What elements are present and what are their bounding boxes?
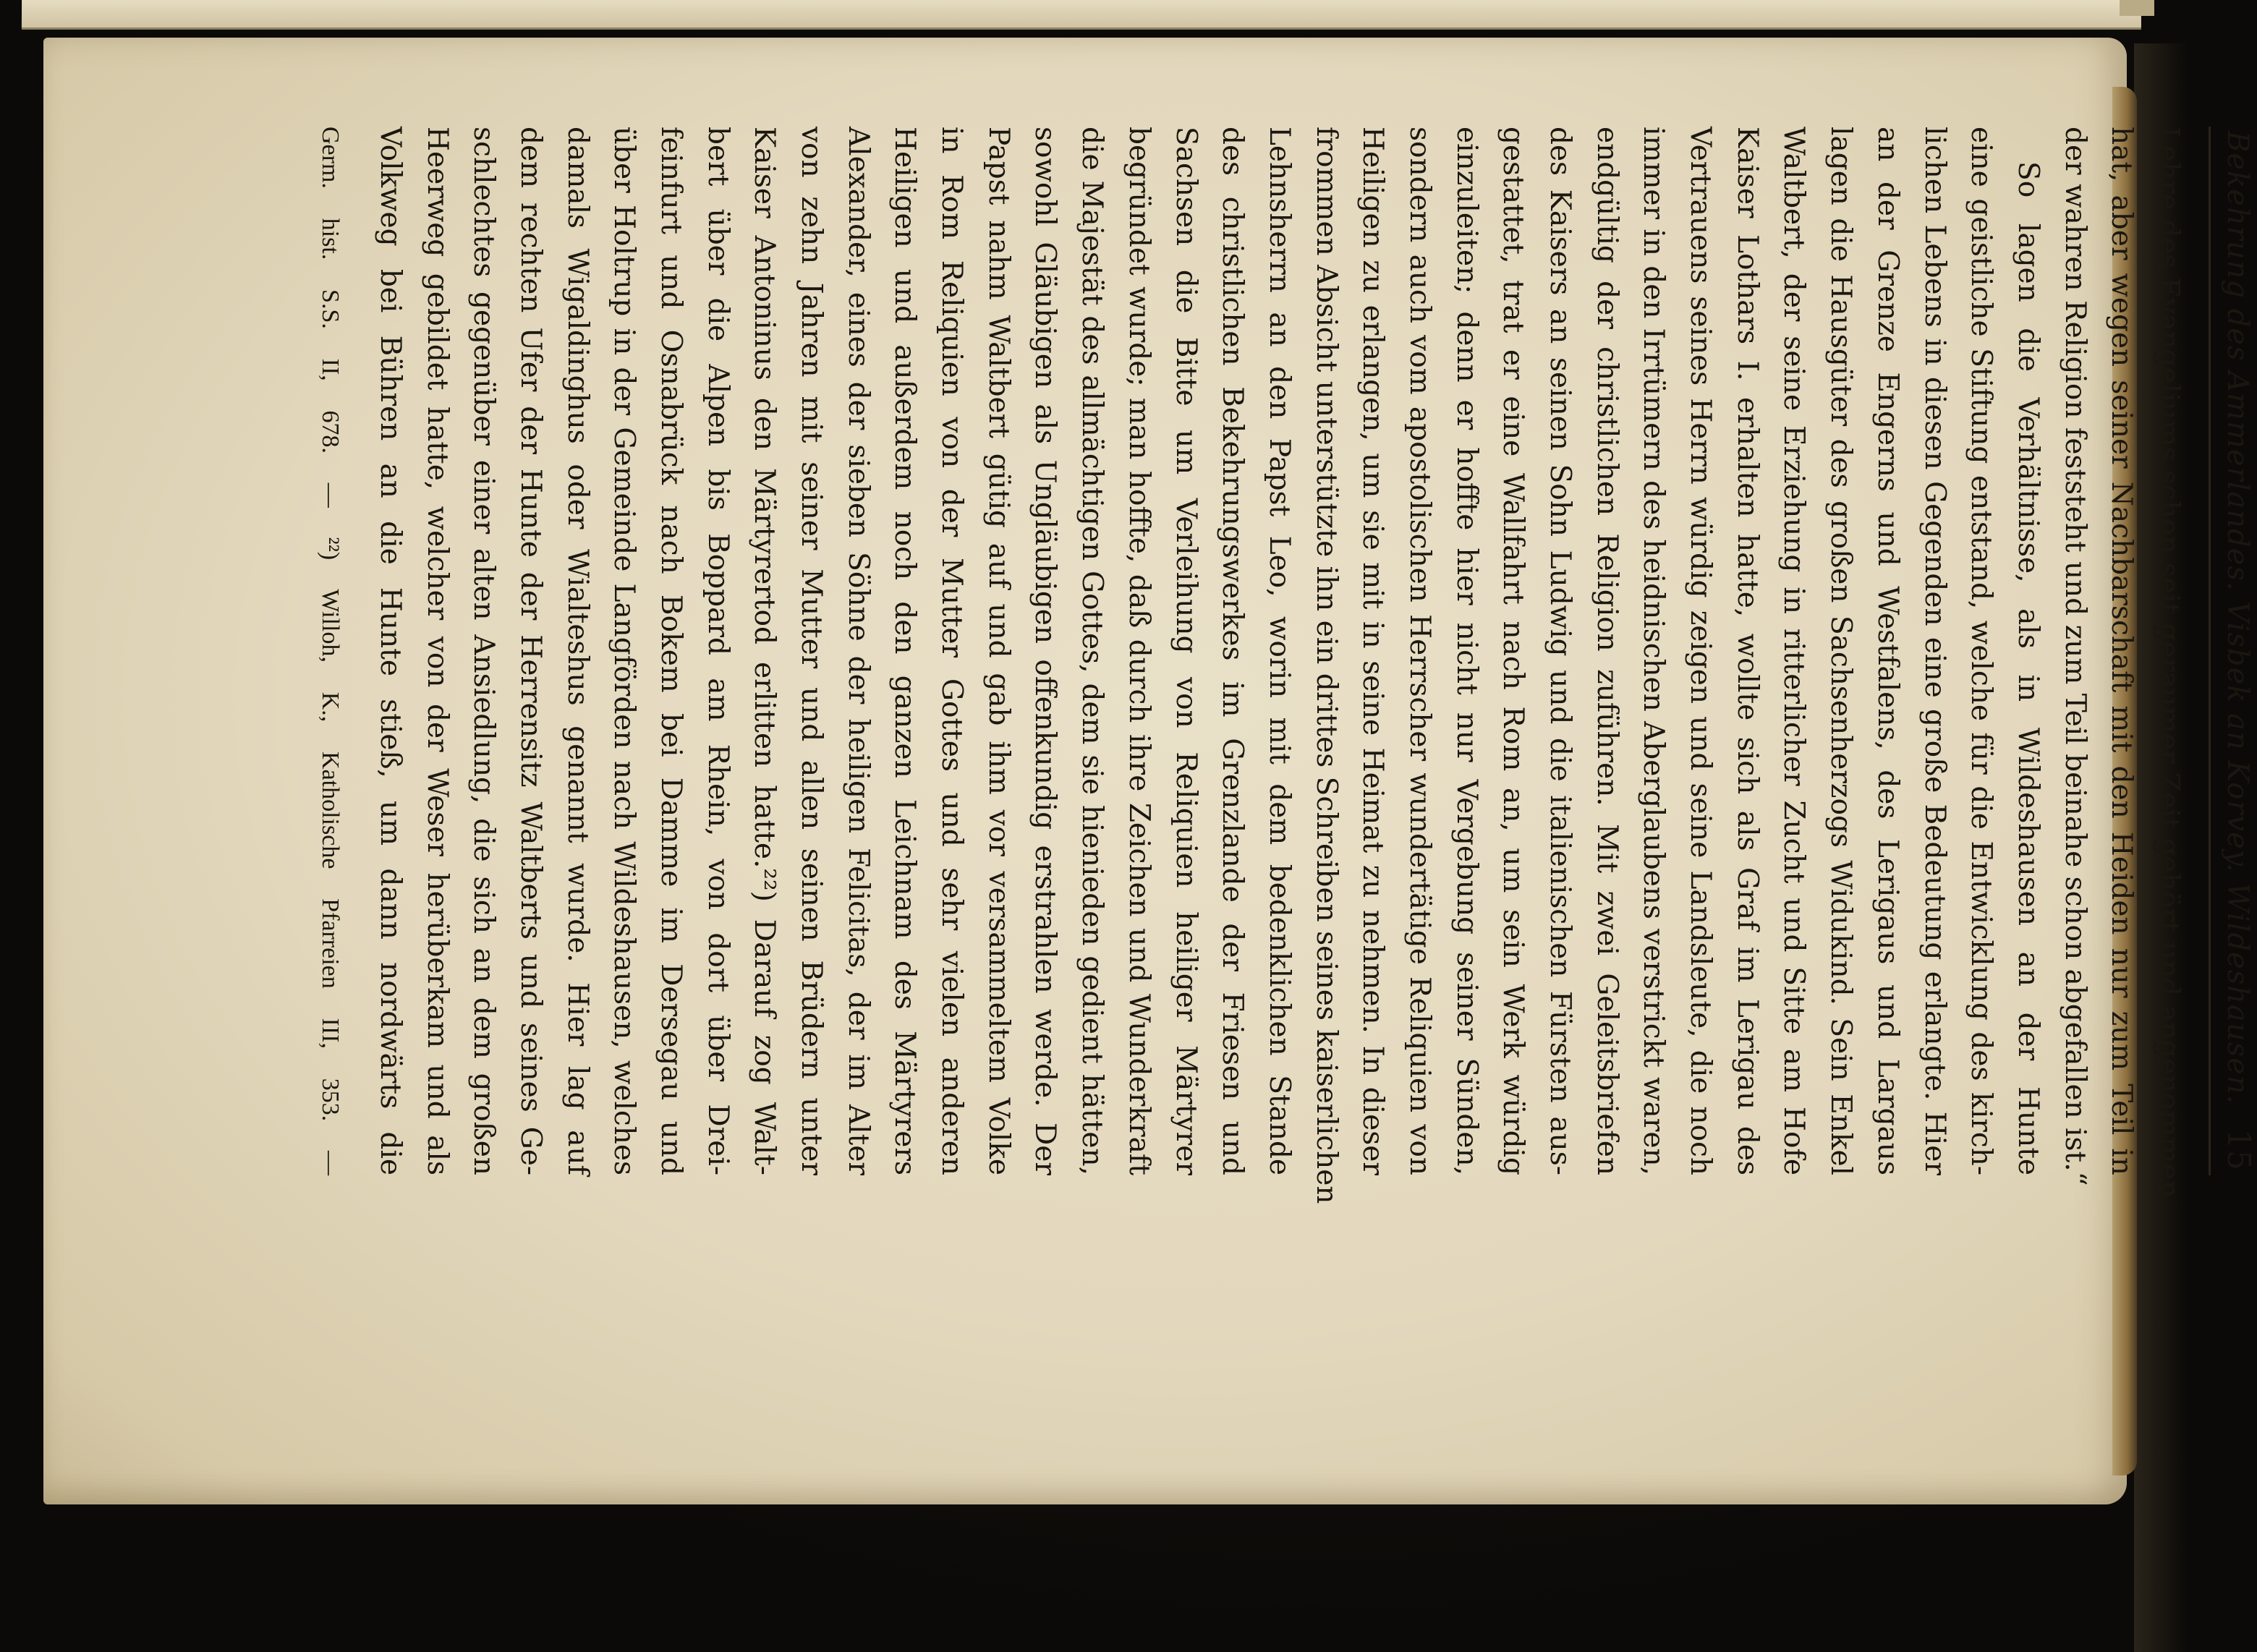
text-line: begründet wurde; man hoffte, daß durch ihre Zeichen und Wunderkraft [1122, 127, 1155, 1175]
text-line: dem rechten Ufer der Hunte der Herrensitz Waltberts und seines Ge- [514, 127, 547, 1175]
footnote-separator [352, 127, 366, 1175]
text-line: Heerweg gebildet hatte, welcher von der Weser herüberkam und als [420, 127, 454, 1175]
text-line: Sachsen die Bitte um Verleihung von Reliquien heiliger Märtyrer [1169, 127, 1202, 1175]
text-line: lagen die Hausgüter des großen Sachsenherzogs Widukind. Sein Enkel [1824, 127, 1858, 1175]
previous-page-corner [2120, 0, 2154, 16]
text-line: Papst nahm Waltbert gütig auf und gab ihm vor versammeltem Volke [982, 127, 1015, 1175]
text-line: der wahren Religion feststeht und zum Teil beinahe schon abgefallen ist.“ [2058, 127, 2091, 1186]
page-text-block [317, 127, 2257, 1204]
text-line: lichen Lebens in diesen Gegenden eine große Bedeutung erlangte. Hier [1918, 127, 1951, 1175]
text-line: an der Grenze Engerns und Westfalens, des Lerigaus und Largaus [1871, 127, 1904, 1175]
text-line: immer in den Irrtümern des heidnischen Aberglaubens verstrickt waren, [1637, 127, 1670, 1175]
text-line: sondern auch vom apostolischen Herrscher wundertätige Reliquien von [1403, 127, 1436, 1175]
footnote: Germ. hist. S.S. II, 678. — ²²) Willoh, K., Katholische Pfarreien III, 353. — [317, 127, 344, 1175]
running-head [2209, 127, 2257, 1175]
text-line: Kaiser Lothars I. erhalten hatte, wollte sich als Graf im Lerigau des [1730, 127, 1764, 1175]
text-line: von zehn Jahren mit seiner Mutter und allen seinen Brüdern unter [795, 127, 828, 1175]
text-line: Volkweg bei Bühren an die Hunte stieß, um dann nordwärts die [373, 127, 407, 1175]
text-line: sowohl Gläubigen als Ungläubigen offenkundig erstrahlen werde. Der [1029, 127, 1062, 1175]
page-number: 15 [2220, 1129, 2257, 1171]
text-line: die Majestät des allmächtigen Gottes, dem sie hienieden gedient hätten, [1076, 127, 1109, 1175]
text-line: Lehnsherrn an den Papst Leo, worin mit dem bedenklichen Stande [1262, 127, 1296, 1175]
text-line: So lagen die Verhältnisse, als in Wildeshausen an der Hunte [2011, 161, 2044, 1175]
text-line: frommen Absicht unterstützte ihn ein drittes Schreiben seines kaiserlichen [1309, 127, 1343, 1204]
previous-page-edge [22, 0, 2141, 30]
text-line: in Rom Reliquien von der Mutter Gottes und sehr vielen anderen [935, 127, 969, 1175]
text-line: hat, aber wegen seiner Nachbarschaft mit den Heiden nur zum Teil in [2105, 127, 2138, 1175]
text-line: Heiligen zu erlangen, um sie mit in seine Heimat zu nehmen. In dieser [1356, 127, 1390, 1175]
text-line: des christlichen Bekehrungswerkes im Grenzlande der Friesen und [1216, 127, 1249, 1175]
text-line: damals Wigaldinghus oder Wialteshus genannt wurde. Hier lag auf [561, 127, 594, 1175]
text-line: Vertrauens seines Herrn würdig zeigen und seine Landsleute, die noch [1684, 127, 1717, 1175]
text-line: eine geistliche Stiftung entstand, welche für die Entwicklung des kirch- [1965, 127, 1998, 1175]
text-line: gestattet, trat er eine Wallfahrt nach Rom an, um sein Werk würdig [1497, 127, 1530, 1175]
text-line: Waltbert, der seine Erziehung in ritterlicher Zucht und Sitte am Hofe [1777, 127, 1811, 1175]
text-line: endgültig der christlichen Religion zuführen. Mit zwei Geleitsbriefen [1590, 127, 1623, 1175]
text-line: des Kaisers an seinen Sohn Ludwig und die italienischen Fürsten aus- [1544, 127, 1577, 1175]
text-line: Lehre des Evangeliums schon seit geraumer Zeit gehört und angenommen [2152, 127, 2185, 1198]
text-line: bert über die Alpen bis Boppard am Rhein, von dort über Drei- [701, 127, 734, 1175]
text-line: über Holtrup in der Gemeinde Langförden nach Wildeshausen, welches [608, 127, 641, 1175]
text-line: Kaiser Antoninus den Märtyrertod erlitten hatte.²²) Darauf zog Walt- [748, 127, 781, 1175]
text-line: feinfurt und Osnabrück nach Bokem bei Damme im Dersegau und [655, 127, 687, 1175]
text-line: Alexander, eines der sieben Söhne der heiligen Felicitas, der im Alter [841, 127, 875, 1175]
text-line: Heiligen und außerdem noch den ganzen Leichnam des Märtyrers [888, 127, 922, 1175]
running-head-title: Bekehrung des Ammerlandes. Visbek an Korvey. Wildeshausen. [2221, 131, 2254, 1105]
body-text [366, 127, 2191, 1204]
text-line: einzuleiten; denn er hoffte hier nicht nur Vergebung seiner Sünden, [1450, 127, 1483, 1175]
text-line: schlechtes gegenüber einer alten Ansiedlung, die sich an dem großen [467, 127, 501, 1175]
